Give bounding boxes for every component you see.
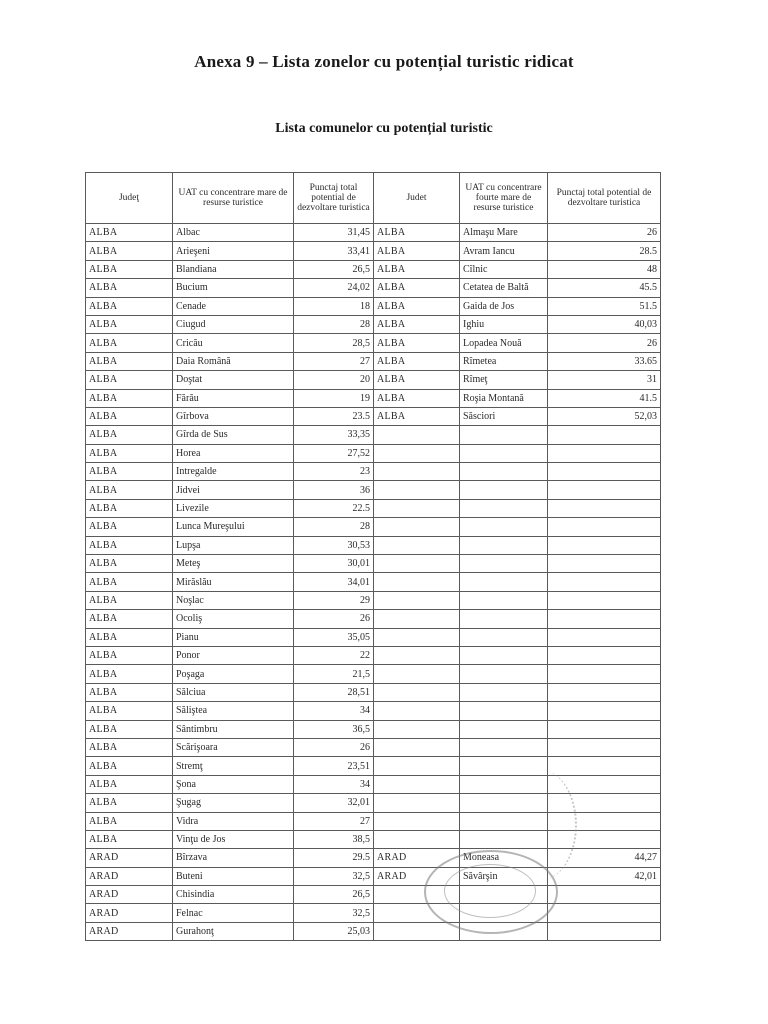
cell-score-2 bbox=[548, 463, 661, 481]
cell-uat-2 bbox=[460, 426, 548, 444]
cell-uat-2: Cetatea de Baltă bbox=[460, 279, 548, 297]
cell-uat-2 bbox=[460, 628, 548, 646]
cell-score-2 bbox=[548, 665, 661, 683]
header-row bbox=[86, 173, 661, 224]
table-row bbox=[86, 334, 661, 352]
cell-uat: Horea bbox=[173, 444, 294, 462]
table-row bbox=[86, 922, 661, 940]
cell-score-2: 48 bbox=[548, 260, 661, 278]
cell-score-2 bbox=[548, 628, 661, 646]
cell-county: ALBA bbox=[86, 426, 173, 444]
table-row bbox=[86, 224, 661, 242]
cell-uat: Intregalde bbox=[173, 463, 294, 481]
table-row bbox=[86, 573, 661, 591]
cell-uat: Bîrzava bbox=[173, 849, 294, 867]
cell-county-2: ALBA bbox=[374, 297, 460, 315]
cell-score: 35,05 bbox=[294, 628, 374, 646]
cell-uat-2 bbox=[460, 481, 548, 499]
cell-uat-2: Gaida de Jos bbox=[460, 297, 548, 315]
cell-uat-2: Avram Iancu bbox=[460, 242, 548, 260]
cell-county: ARAD bbox=[86, 904, 173, 922]
cell-county: ALBA bbox=[86, 628, 173, 646]
cell-uat: Lunca Mureşului bbox=[173, 518, 294, 536]
cell-score: 36 bbox=[294, 481, 374, 499]
table-row bbox=[86, 279, 661, 297]
cell-uat-2 bbox=[460, 536, 548, 554]
table-row bbox=[86, 444, 661, 462]
cell-uat: Meteş bbox=[173, 555, 294, 573]
cell-score: 24,02 bbox=[294, 279, 374, 297]
cell-county: ALBA bbox=[86, 407, 173, 425]
cell-score: 28,51 bbox=[294, 683, 374, 701]
cell-county: ALBA bbox=[86, 463, 173, 481]
cell-score: 33,41 bbox=[294, 242, 374, 260]
cell-uat-2 bbox=[460, 665, 548, 683]
cell-score-2: 26 bbox=[548, 334, 661, 352]
cell-uat-2 bbox=[460, 499, 548, 517]
table-row bbox=[86, 886, 661, 904]
cell-county: ALBA bbox=[86, 720, 173, 738]
cell-score-2 bbox=[548, 720, 661, 738]
cell-county: ALBA bbox=[86, 738, 173, 756]
table-row bbox=[86, 389, 661, 407]
cell-uat-2: Rîmeţ bbox=[460, 371, 548, 389]
cell-uat: Ciugud bbox=[173, 315, 294, 333]
cell-score: 28 bbox=[294, 518, 374, 536]
cell-score-2 bbox=[548, 499, 661, 517]
cell-uat: Gîrda de Sus bbox=[173, 426, 294, 444]
cell-county-2 bbox=[374, 922, 460, 940]
cell-score-2: 45.5 bbox=[548, 279, 661, 297]
cell-county: ALBA bbox=[86, 279, 173, 297]
cell-county: ARAD bbox=[86, 886, 173, 904]
cell-score: 34 bbox=[294, 775, 374, 793]
cell-uat: Fărău bbox=[173, 389, 294, 407]
cell-score: 31,45 bbox=[294, 224, 374, 242]
table-row bbox=[86, 315, 661, 333]
cell-score-2 bbox=[548, 444, 661, 462]
cell-score-2 bbox=[548, 426, 661, 444]
cell-county: ALBA bbox=[86, 702, 173, 720]
cell-uat: Scărişoara bbox=[173, 738, 294, 756]
table-row bbox=[86, 628, 661, 646]
cell-score: 32,5 bbox=[294, 867, 374, 885]
cell-uat: Lupşa bbox=[173, 536, 294, 554]
cell-county-2 bbox=[374, 463, 460, 481]
cell-score: 27 bbox=[294, 812, 374, 830]
cell-score: 32,01 bbox=[294, 794, 374, 812]
table-row bbox=[86, 702, 661, 720]
cell-uat: Ocoliş bbox=[173, 610, 294, 628]
cell-score: 18 bbox=[294, 297, 374, 315]
cell-uat: Jidvei bbox=[173, 481, 294, 499]
cell-uat: Sântimbru bbox=[173, 720, 294, 738]
cell-uat: Vidra bbox=[173, 812, 294, 830]
header-county: Judeţ bbox=[86, 173, 173, 224]
header-county-2: Judet bbox=[374, 173, 460, 224]
cell-uat: Sălişteа bbox=[173, 702, 294, 720]
cell-score: 30,53 bbox=[294, 536, 374, 554]
cell-county-2 bbox=[374, 720, 460, 738]
cell-uat: Noşlac bbox=[173, 591, 294, 609]
cell-uat-2 bbox=[460, 702, 548, 720]
cell-uat: Vinţu de Jos bbox=[173, 830, 294, 848]
cell-county: ALBA bbox=[86, 591, 173, 609]
cell-score-2 bbox=[548, 886, 661, 904]
cell-score: 34,01 bbox=[294, 573, 374, 591]
table-row bbox=[86, 867, 661, 885]
cell-county: ALBA bbox=[86, 812, 173, 830]
cell-uat-2 bbox=[460, 683, 548, 701]
cell-uat: Stremţ bbox=[173, 757, 294, 775]
cell-score: 38,5 bbox=[294, 830, 374, 848]
cell-score: 29.5 bbox=[294, 849, 374, 867]
cell-county-2 bbox=[374, 555, 460, 573]
cell-county-2 bbox=[374, 757, 460, 775]
table-row bbox=[86, 591, 661, 609]
cell-county-2 bbox=[374, 665, 460, 683]
cell-score: 26 bbox=[294, 738, 374, 756]
cell-uat: Poşaga bbox=[173, 665, 294, 683]
cell-uat-2 bbox=[460, 646, 548, 664]
cell-county-2 bbox=[374, 573, 460, 591]
cell-uat: Mirăslău bbox=[173, 573, 294, 591]
cell-score: 19 bbox=[294, 389, 374, 407]
table-row bbox=[86, 352, 661, 370]
cell-county-2: ALBA bbox=[374, 242, 460, 260]
cell-uat: Sălciua bbox=[173, 683, 294, 701]
cell-county-2 bbox=[374, 702, 460, 720]
cell-uat: Felnac bbox=[173, 904, 294, 922]
cell-score-2 bbox=[548, 573, 661, 591]
cell-county: ARAD bbox=[86, 867, 173, 885]
cell-uat-2: Lopadea Nouă bbox=[460, 334, 548, 352]
cell-score: 23.5 bbox=[294, 407, 374, 425]
cell-county: ALBA bbox=[86, 794, 173, 812]
cell-county: ALBA bbox=[86, 297, 173, 315]
cell-uat: Bucium bbox=[173, 279, 294, 297]
cell-county: ARAD bbox=[86, 922, 173, 940]
cell-score: 23,51 bbox=[294, 757, 374, 775]
cell-score: 26,5 bbox=[294, 886, 374, 904]
cell-score-2 bbox=[548, 591, 661, 609]
table-row bbox=[86, 426, 661, 444]
cell-uat-2 bbox=[460, 555, 548, 573]
cell-score-2 bbox=[548, 922, 661, 940]
cell-score: 22.5 bbox=[294, 499, 374, 517]
table-row bbox=[86, 646, 661, 664]
cell-county: ALBA bbox=[86, 260, 173, 278]
cell-score: 22 bbox=[294, 646, 374, 664]
table-row bbox=[86, 260, 661, 278]
table-row bbox=[86, 297, 661, 315]
cell-uat: Albac bbox=[173, 224, 294, 242]
cell-score: 30,01 bbox=[294, 555, 374, 573]
cell-county-2 bbox=[374, 830, 460, 848]
cell-county-2 bbox=[374, 683, 460, 701]
cell-uat-2 bbox=[460, 591, 548, 609]
cell-score: 26 bbox=[294, 610, 374, 628]
table-row bbox=[86, 481, 661, 499]
cell-county: ALBA bbox=[86, 646, 173, 664]
cell-score-2: 44,27 bbox=[548, 849, 661, 867]
cell-county-2: ALBA bbox=[374, 352, 460, 370]
cell-score-2: 31 bbox=[548, 371, 661, 389]
cell-score: 20 bbox=[294, 371, 374, 389]
cell-county: ALBA bbox=[86, 371, 173, 389]
cell-score: 27,52 bbox=[294, 444, 374, 462]
cell-score-2: 28.5 bbox=[548, 242, 661, 260]
cell-county-2: ALBA bbox=[374, 260, 460, 278]
cell-county-2: ARAD bbox=[374, 849, 460, 867]
cell-score-2 bbox=[548, 904, 661, 922]
table-row bbox=[86, 610, 661, 628]
cell-county-2: ARAD bbox=[374, 867, 460, 885]
cell-score: 26,5 bbox=[294, 260, 374, 278]
header-uat-very-high: UAT cu concentrare fourte mare de resurse turistice bbox=[460, 173, 548, 224]
cell-score: 27 bbox=[294, 352, 374, 370]
cell-county-2 bbox=[374, 775, 460, 793]
cell-score-2: 40,03 bbox=[548, 315, 661, 333]
cell-score-2 bbox=[548, 610, 661, 628]
cell-uat-2: Moneasa bbox=[460, 849, 548, 867]
cell-county-2: ALBA bbox=[374, 389, 460, 407]
cell-county: ALBA bbox=[86, 444, 173, 462]
cell-uat-2 bbox=[460, 463, 548, 481]
cell-uat: Chisindia bbox=[173, 886, 294, 904]
cell-score-2 bbox=[548, 646, 661, 664]
cell-county: ALBA bbox=[86, 389, 173, 407]
cell-uat: Blandiana bbox=[173, 260, 294, 278]
table-row bbox=[86, 407, 661, 425]
cell-uat-2 bbox=[460, 738, 548, 756]
cell-uat: Şugag bbox=[173, 794, 294, 812]
cell-county-2 bbox=[374, 499, 460, 517]
cell-uat-2 bbox=[460, 720, 548, 738]
table-row bbox=[86, 849, 661, 867]
cell-score-2: 42,01 bbox=[548, 867, 661, 885]
cell-county: ALBA bbox=[86, 683, 173, 701]
cell-county-2 bbox=[374, 794, 460, 812]
cell-score: 21,5 bbox=[294, 665, 374, 683]
cell-score-2 bbox=[548, 757, 661, 775]
cell-score: 33,35 bbox=[294, 426, 374, 444]
table-row bbox=[86, 720, 661, 738]
cell-county: ALBA bbox=[86, 334, 173, 352]
cell-score: 32,5 bbox=[294, 904, 374, 922]
cell-county: ALBA bbox=[86, 757, 173, 775]
cell-county-2 bbox=[374, 426, 460, 444]
cell-uat-2: Ighiu bbox=[460, 315, 548, 333]
cell-county: ALBA bbox=[86, 499, 173, 517]
cell-county-2 bbox=[374, 646, 460, 664]
cell-county: ALBA bbox=[86, 518, 173, 536]
cell-county: ARAD bbox=[86, 849, 173, 867]
header-score-2: Punctaj total potential de dezvoltare turistica bbox=[548, 173, 661, 224]
cell-uat: Cenade bbox=[173, 297, 294, 315]
cell-county: ALBA bbox=[86, 242, 173, 260]
page-title: Anexa 9 – Lista zonelor cu potențial turistic ridicat bbox=[194, 52, 574, 71]
table-row bbox=[86, 665, 661, 683]
cell-county-2 bbox=[374, 812, 460, 830]
cell-county-2 bbox=[374, 628, 460, 646]
cell-county: ALBA bbox=[86, 573, 173, 591]
cell-score: 28 bbox=[294, 315, 374, 333]
cell-county-2: ALBA bbox=[374, 371, 460, 389]
cell-county-2 bbox=[374, 444, 460, 462]
cell-county: ALBA bbox=[86, 830, 173, 848]
cell-score: 29 bbox=[294, 591, 374, 609]
cell-county-2 bbox=[374, 481, 460, 499]
cell-score: 36,5 bbox=[294, 720, 374, 738]
cell-county-2: ALBA bbox=[374, 334, 460, 352]
table-row bbox=[86, 242, 661, 260]
cell-score-2: 33.65 bbox=[548, 352, 661, 370]
cell-uat: Livezile bbox=[173, 499, 294, 517]
cell-county: ALBA bbox=[86, 665, 173, 683]
cell-county-2: ALBA bbox=[374, 407, 460, 425]
table-row bbox=[86, 775, 661, 793]
cell-county: ALBA bbox=[86, 555, 173, 573]
cell-uat: Ponor bbox=[173, 646, 294, 664]
cell-uat: Arieşeni bbox=[173, 242, 294, 260]
faint-stamp-arc bbox=[505, 770, 577, 880]
cell-county: ALBA bbox=[86, 481, 173, 499]
table-row bbox=[86, 555, 661, 573]
table-row bbox=[86, 536, 661, 554]
cell-score-2 bbox=[548, 738, 661, 756]
table-row bbox=[86, 904, 661, 922]
table-row bbox=[86, 499, 661, 517]
cell-county-2: ALBA bbox=[374, 315, 460, 333]
cell-county-2 bbox=[374, 610, 460, 628]
cell-uat-2: Roşia Montană bbox=[460, 389, 548, 407]
cell-county-2 bbox=[374, 591, 460, 609]
table-row bbox=[86, 683, 661, 701]
cell-uat: Şona bbox=[173, 775, 294, 793]
cell-county-2 bbox=[374, 518, 460, 536]
header-score: Punctaj total potential de dezvoltare turistica bbox=[294, 173, 374, 224]
cell-score-2 bbox=[548, 481, 661, 499]
cell-score-2: 41.5 bbox=[548, 389, 661, 407]
cell-score-2 bbox=[548, 555, 661, 573]
cell-county: ALBA bbox=[86, 775, 173, 793]
cell-uat-2 bbox=[460, 610, 548, 628]
table-row bbox=[86, 757, 661, 775]
cell-uat-2: Cîlnic bbox=[460, 260, 548, 278]
cell-county: ALBA bbox=[86, 224, 173, 242]
cell-uat-2 bbox=[460, 573, 548, 591]
cell-uat-2: Săsciori bbox=[460, 407, 548, 425]
cell-uat-2: Rîmetea bbox=[460, 352, 548, 370]
cell-score-2 bbox=[548, 536, 661, 554]
cell-uat: Cricău bbox=[173, 334, 294, 352]
header-uat-high: UAT cu concentrare mare de resurse turistice bbox=[173, 173, 294, 224]
table-row bbox=[86, 518, 661, 536]
cell-score-2 bbox=[548, 518, 661, 536]
cell-county-2: ALBA bbox=[374, 279, 460, 297]
cell-uat-2: Săvârşin bbox=[460, 867, 548, 885]
cell-county: ALBA bbox=[86, 352, 173, 370]
cell-uat: Buteni bbox=[173, 867, 294, 885]
table-row bbox=[86, 463, 661, 481]
cell-county-2 bbox=[374, 738, 460, 756]
cell-county: ALBA bbox=[86, 536, 173, 554]
cell-uat: Pianu bbox=[173, 628, 294, 646]
table-row bbox=[86, 371, 661, 389]
cell-uat: Gîrbova bbox=[173, 407, 294, 425]
page-subtitle: Lista comunelor cu potențial turistic bbox=[275, 121, 493, 136]
cell-uat: Doştat bbox=[173, 371, 294, 389]
cell-uat: Gurahonţ bbox=[173, 922, 294, 940]
cell-score-2: 51.5 bbox=[548, 297, 661, 315]
cell-score: 23 bbox=[294, 463, 374, 481]
cell-uat-2 bbox=[460, 518, 548, 536]
table-row bbox=[86, 738, 661, 756]
cell-score-2 bbox=[548, 702, 661, 720]
cell-county-2 bbox=[374, 536, 460, 554]
cell-score-2: 52,03 bbox=[548, 407, 661, 425]
cell-county: ALBA bbox=[86, 315, 173, 333]
cell-uat-2: Almaşu Mare bbox=[460, 224, 548, 242]
cell-uat: Daia Română bbox=[173, 352, 294, 370]
cell-county-2: ALBA bbox=[374, 224, 460, 242]
cell-score-2: 26 bbox=[548, 224, 661, 242]
cell-score: 34 bbox=[294, 702, 374, 720]
cell-uat-2 bbox=[460, 444, 548, 462]
cell-score: 28,5 bbox=[294, 334, 374, 352]
cell-score: 25,03 bbox=[294, 922, 374, 940]
cell-county: ALBA bbox=[86, 610, 173, 628]
cell-score-2 bbox=[548, 683, 661, 701]
table-header bbox=[86, 173, 661, 224]
